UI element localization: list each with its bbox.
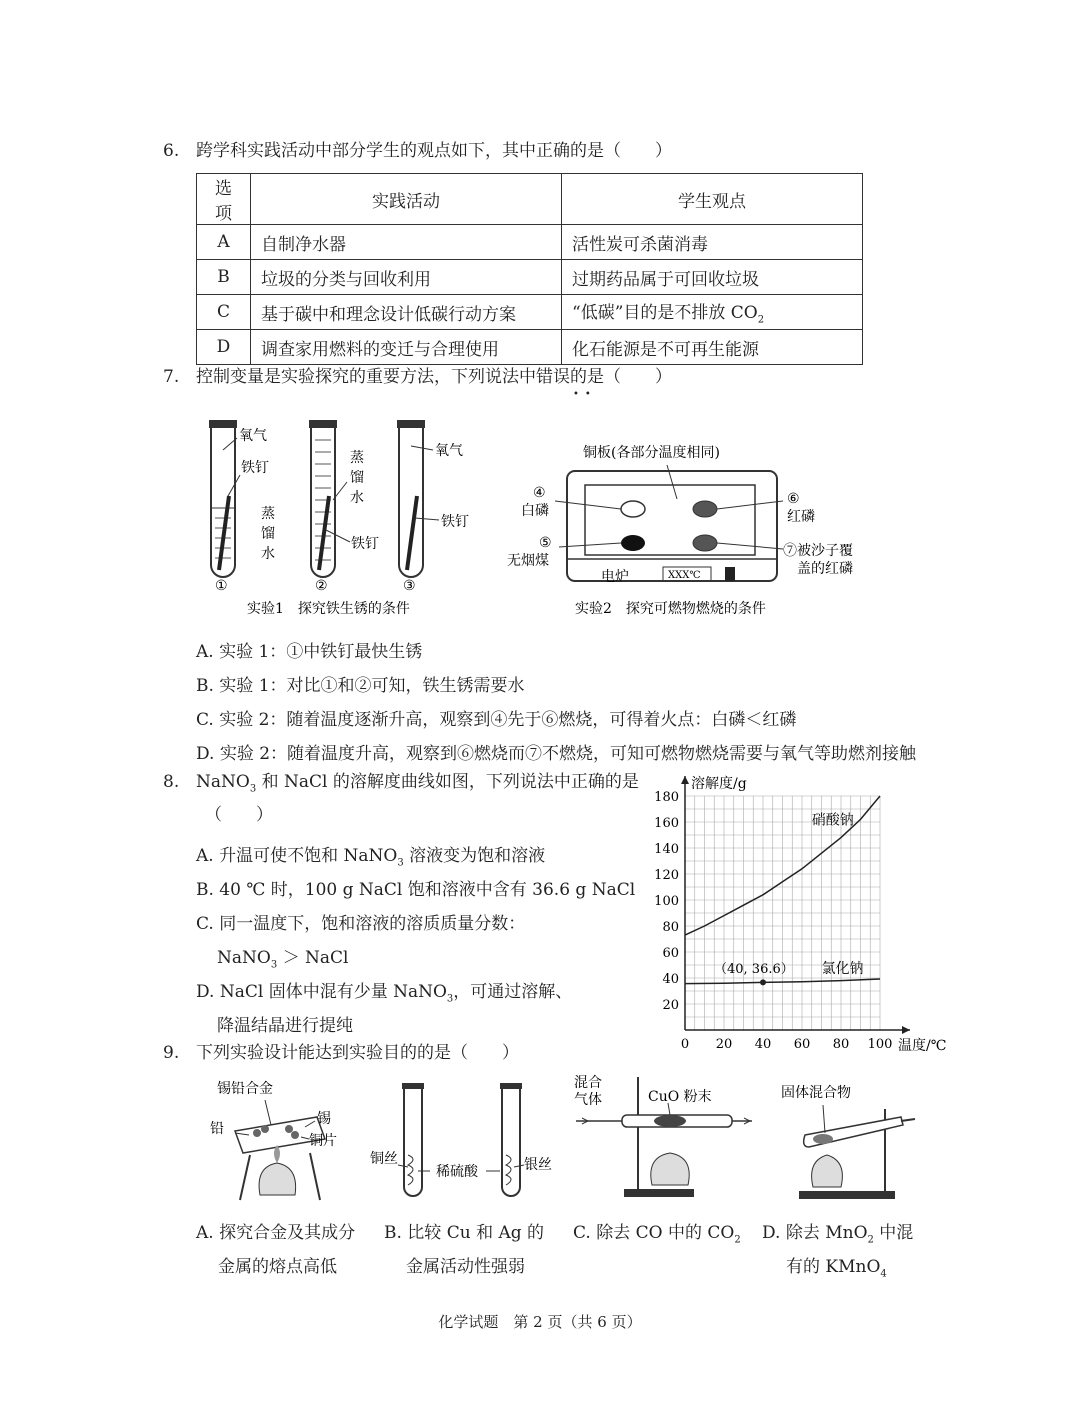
chart-grid: [685, 796, 880, 1030]
label-c4: ④: [533, 485, 546, 501]
table-row: [197, 295, 863, 330]
series-label-nano3: 硝酸钠: [811, 812, 854, 829]
label-water-2c: 水: [350, 490, 364, 506]
table-cell: 基于碳中和理念设计低碳行动方案: [251, 295, 562, 330]
q8-paren: （ ）: [205, 805, 273, 825]
label-copper-sheet: 铜片: [309, 1133, 337, 1149]
test-tube-1: [209, 420, 237, 577]
q9-stem: 下列实验设计能达到实验目的的是（ ）: [196, 1043, 519, 1063]
coal-dot: [621, 535, 645, 551]
label-silver-wire: 银丝: [524, 1157, 552, 1173]
option-text: ＞ NaCl: [277, 948, 349, 968]
option-text: C. 除去 CO 中的 CO: [573, 1223, 735, 1243]
q8-option-a: [196, 841, 545, 868]
exp1-caption: 实验1 探究铁生锈的条件: [247, 601, 410, 617]
y-tick-label: 180: [654, 790, 679, 805]
q8-option-d-line2: 降温结晶进行提纯: [217, 1016, 353, 1036]
page-footer: 化学试题 第 2 页（共 6 页）: [438, 1313, 642, 1331]
solubility-chart: [640, 768, 960, 1058]
label-water-2b: 馏: [350, 470, 364, 486]
x-tick-label: 0: [680, 1037, 690, 1052]
q6-number: 6.: [163, 141, 180, 161]
subscript: 3: [397, 857, 404, 869]
stem-text: NaNO: [196, 772, 250, 792]
table-cell: C: [197, 295, 251, 330]
label-white-phosphorus: 白磷: [521, 503, 549, 519]
x-tick-label: 100: [867, 1037, 893, 1052]
x-tick-label: 20: [715, 1037, 733, 1052]
q7-option-a: A. 实验 1：①中铁钉最快生锈: [196, 642, 423, 662]
chart-y-label: 溶解度/g: [691, 776, 747, 792]
q7-stem: 控制变量是实验探究的重要方法，下列说法中错误的是（ ）: [196, 367, 672, 387]
table-row: [197, 260, 863, 295]
label-red-phosphorus: 红磷: [787, 509, 815, 525]
label-water-2a: 蒸: [350, 450, 364, 466]
label-mixed-gas-1: 混合: [574, 1075, 602, 1091]
x-tick-label: 80: [832, 1037, 850, 1052]
experiment1-figure: [195, 410, 495, 625]
subscript: 2: [867, 1234, 874, 1246]
series-label-nacl: 氯化钠: [821, 960, 864, 977]
q7-number: 7.: [163, 367, 180, 387]
option-text: NaNO: [217, 948, 271, 968]
q9-option-d-line2: [786, 1252, 887, 1279]
figure-c-cuo-tube: [572, 1073, 762, 1203]
q9-option-d-line1: [762, 1218, 913, 1245]
subscript: 3: [446, 993, 454, 1005]
emphasis-dots: ••: [573, 389, 597, 400]
table-cell: 活性炭可杀菌消毒: [562, 225, 863, 260]
q6-stem: 跨学科实践活动中部分学生的观点如下，其中正确的是（ ）: [196, 141, 672, 161]
stem-text: 和 NaCl 的溶解度曲线如图，下列说法中正确的是: [256, 772, 639, 792]
sand-phosphorus-dot: [693, 535, 717, 551]
table-cell: 垃圾的分类与回收利用: [251, 260, 562, 295]
option-text: 有的 KMnO: [786, 1257, 881, 1277]
tube-number-1: ①: [215, 578, 228, 594]
label-sand-phosphorus-2: 盖的红磷: [797, 561, 853, 577]
option-text: 中混: [873, 1223, 914, 1243]
table-cell: 自制净水器: [251, 225, 562, 260]
label-oxygen-3: 氧气: [435, 443, 463, 459]
stove-display: XXX℃: [668, 570, 701, 581]
label-nail-2: 铁钉: [351, 536, 379, 552]
figure-d-heating-solid: [775, 1075, 925, 1205]
q8-option-c-line2: [217, 943, 348, 970]
q9-number: 9.: [163, 1043, 180, 1063]
q9-option-a-line2: 金属的熔点高低: [218, 1257, 337, 1277]
q6-table: [196, 173, 863, 365]
table-cell: 调查家用燃料的变迁与合理使用: [251, 330, 562, 365]
y-tick-label: 80: [662, 920, 679, 935]
figure-b-metal-activity: [368, 1075, 558, 1205]
q9-option-c: [573, 1218, 741, 1245]
label-copper-wire: 铜丝: [370, 1151, 398, 1167]
subscript: 2: [734, 1234, 741, 1246]
table-header-cell: 选项: [197, 174, 251, 225]
q8-option-c: C. 同一温度下，饱和溶液的溶质质量分数：: [196, 914, 526, 934]
table-cell: A: [197, 225, 251, 260]
table-header-row: [197, 174, 863, 225]
label-nail-3: 铁钉: [441, 514, 469, 530]
label-sand-phosphorus-1: ⑦被沙子覆: [783, 543, 853, 559]
exp2-caption: 实验2 探究可燃物燃烧的条件: [575, 601, 766, 617]
y-axis-arrow: [681, 776, 689, 784]
q7-option-b: B. 实验 1：对比①和②可知，铁生锈需要水: [196, 676, 525, 696]
tube-number-2: ②: [315, 578, 328, 594]
y-tick-label: 100: [654, 894, 679, 909]
label-copper-plate: 铜板(各部分温度相同): [583, 445, 720, 461]
table-header-cell: 实践活动: [251, 174, 562, 225]
q9-option-a-line1: A. 探究合金及其成分: [196, 1223, 356, 1243]
label-c6: ⑥: [787, 491, 800, 507]
label-oxygen-1: 氧气: [239, 428, 267, 444]
figure-a-alloy-heating: [205, 1075, 345, 1205]
q9-option-b-line2: 金属活动性强弱: [406, 1257, 525, 1277]
label-c5: ⑤: [539, 535, 552, 551]
y-tick-label: 40: [662, 972, 679, 987]
chart-ticks: [654, 790, 892, 1052]
subscript: 3: [249, 783, 257, 795]
label-alloy: 锡铅合金: [217, 1081, 273, 1097]
label-mixed-gas-2: 气体: [574, 1092, 602, 1108]
q8-number: 8.: [163, 772, 180, 792]
q7-option-d: D. 实验 2：随着温度升高，观察到⑥燃烧而⑦不燃烧，可知可燃物燃烧需要与氧气等助燃剂接触: [196, 744, 917, 764]
test-tube-2: [309, 420, 337, 577]
q9-option-b-line1: B. 比较 Cu 和 Ag 的: [384, 1223, 545, 1243]
option-text: 溶液变为饱和溶液: [403, 846, 546, 866]
label-solid-mixture: 固体混合物: [781, 1085, 851, 1101]
tube-number-3: ③: [403, 578, 416, 594]
x-tick-label: 60: [793, 1037, 811, 1052]
table-cell: D: [197, 330, 251, 365]
table-cell: [562, 295, 863, 330]
label-nail-1: 铁钉: [241, 460, 269, 476]
table-cell: 过期药品属于可回收垃圾: [562, 260, 863, 295]
chart-x-label: 温度/℃: [898, 1038, 947, 1054]
y-tick-label: 160: [654, 816, 679, 831]
table-cell: 化石能源是不可再生能源: [562, 330, 863, 365]
x-axis-arrow: [902, 1026, 910, 1034]
y-tick-label: 120: [654, 868, 679, 883]
subscript: 4: [880, 1268, 887, 1280]
y-tick-label: 140: [654, 842, 679, 857]
label-stove: 电炉: [601, 569, 629, 585]
option-text: ，可通过溶解、: [453, 982, 573, 1002]
label-acid: 稀硫酸: [436, 1164, 478, 1180]
y-tick-label: 20: [662, 998, 679, 1013]
subscript: 2: [757, 314, 765, 326]
q8-option-b: B. 40 ℃ 时，100 g NaCl 饱和溶液中含有 36.6 g NaCl: [196, 880, 636, 900]
q7-option-c: C. 实验 2：随着温度逐渐升高，观察到④先于⑥燃烧，可得着火点：白磷＜红磷: [196, 710, 797, 730]
cell-text: “低碳”目的是不排放 CO: [572, 303, 758, 324]
label-lead: 铅: [210, 1121, 224, 1137]
label-water-1c: 水: [261, 546, 275, 562]
white-phosphorus-dot: [621, 501, 645, 517]
x-tick-label: 40: [754, 1037, 772, 1052]
q8-stem: [196, 774, 639, 794]
label-tin: 锡: [317, 1111, 331, 1127]
option-text: D. NaCl 固体中混有少量 NaNO: [196, 982, 447, 1002]
subscript: 3: [270, 959, 278, 971]
table-cell: B: [197, 260, 251, 295]
label-water-1a: 蒸: [261, 506, 275, 522]
q8-option-d: [196, 977, 572, 1004]
label-water-1b: 馏: [261, 526, 275, 542]
chart-annotation: （40, 36.6）: [714, 961, 794, 977]
table-row: [197, 330, 863, 365]
red-phosphorus-dot: [693, 501, 717, 517]
option-text: D. 除去 MnO: [762, 1223, 868, 1243]
experiment2-figure: [505, 435, 875, 625]
annotation-point: [760, 979, 766, 985]
y-tick-label: 60: [662, 946, 679, 961]
label-coal: 无烟煤: [507, 553, 549, 569]
chart-axes: [681, 776, 910, 1034]
table-header-cell: 学生观点: [562, 174, 863, 225]
table-row: [197, 225, 863, 260]
test-tube-3: [397, 420, 425, 577]
label-cuo: CuO 粉末: [648, 1089, 712, 1105]
option-text: A. 升温可使不饱和 NaNO: [196, 846, 398, 866]
